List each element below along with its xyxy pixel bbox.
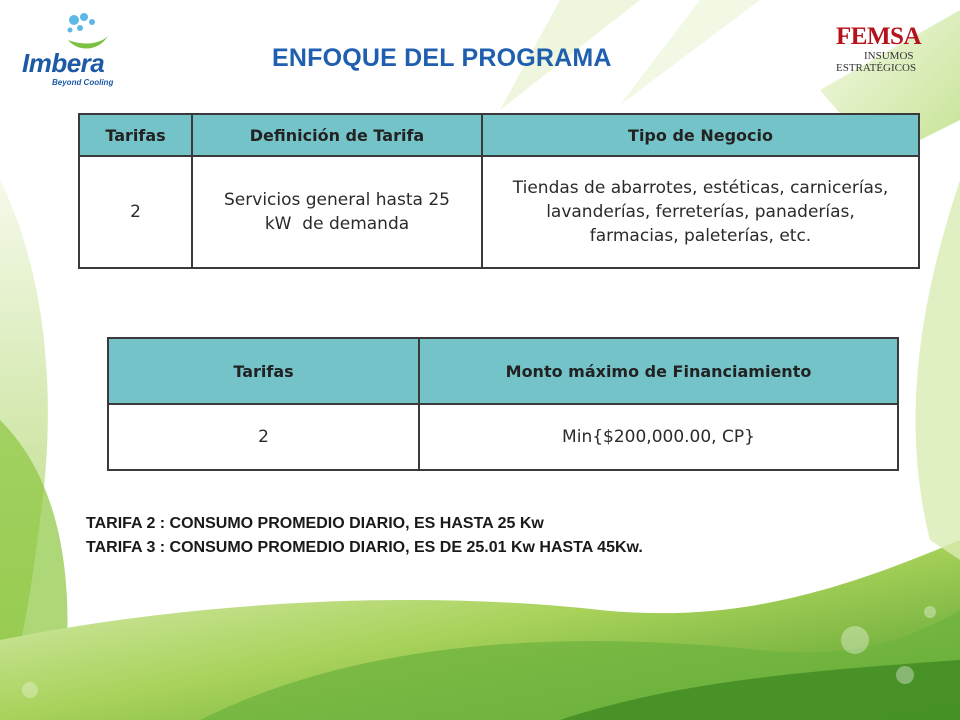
cell-definicion [192, 156, 482, 268]
femsa-brand-text: FEMSA [836, 23, 921, 50]
note-tarifa-3: TARIFA 3 : CONSUMO PROMEDIO DIARIO, ES DE 25.01 Kw HASTA 45Kw. [86, 539, 643, 556]
imbera-tagline: Beyond Cooling [52, 78, 114, 87]
femsa-logo [836, 24, 946, 80]
femsa-line-2: ESTRATÉGICOS [836, 62, 917, 74]
negocio-line-1: Tiendas de abarrotes, estéticas, carnicerías, [512, 178, 889, 198]
imbera-logo [18, 12, 128, 88]
imbera-drops-icon [64, 12, 120, 52]
femsa-line-1: INSUMOS [864, 50, 914, 62]
cell-tipo-negocio [482, 156, 919, 268]
imbera-brand-text: Imbera [22, 48, 105, 78]
note-tarifa-2: TARIFA 2 : CONSUMO PROMEDIO DIARIO, ES HASTA 25 Kw [86, 515, 544, 532]
header-tarifas: Tarifas [79, 114, 192, 156]
page-title: ENFOQUE DEL PROGRAMA [272, 44, 612, 72]
definicion-line-1: Servicios general hasta 25 [224, 190, 450, 210]
header-monto-maximo: Monto máximo de Financiamiento [419, 338, 898, 404]
financiamiento-table [107, 337, 899, 471]
header-definicion: Definición de Tarifa [192, 114, 482, 156]
negocio-line-3: farmacias, paleterías, etc. [589, 226, 812, 246]
cell-tarifa: 2 [79, 156, 192, 268]
definicion-line-2: kW de demanda [264, 214, 410, 234]
negocio-line-2: lavanderías, ferreterías, panaderías, [546, 202, 855, 222]
header-tarifas: Tarifas [108, 338, 419, 404]
header-tipo-negocio: Tipo de Negocio [482, 114, 919, 156]
tarifas-table [78, 113, 920, 269]
table-row [108, 404, 898, 470]
cell-tarifa: 2 [108, 404, 419, 470]
table-row [79, 156, 919, 268]
table-header-row [79, 114, 919, 156]
cell-monto: Min{$200,000.00, CP} [419, 404, 898, 470]
tarifa-notes [86, 512, 643, 560]
table-header-row [108, 338, 898, 404]
